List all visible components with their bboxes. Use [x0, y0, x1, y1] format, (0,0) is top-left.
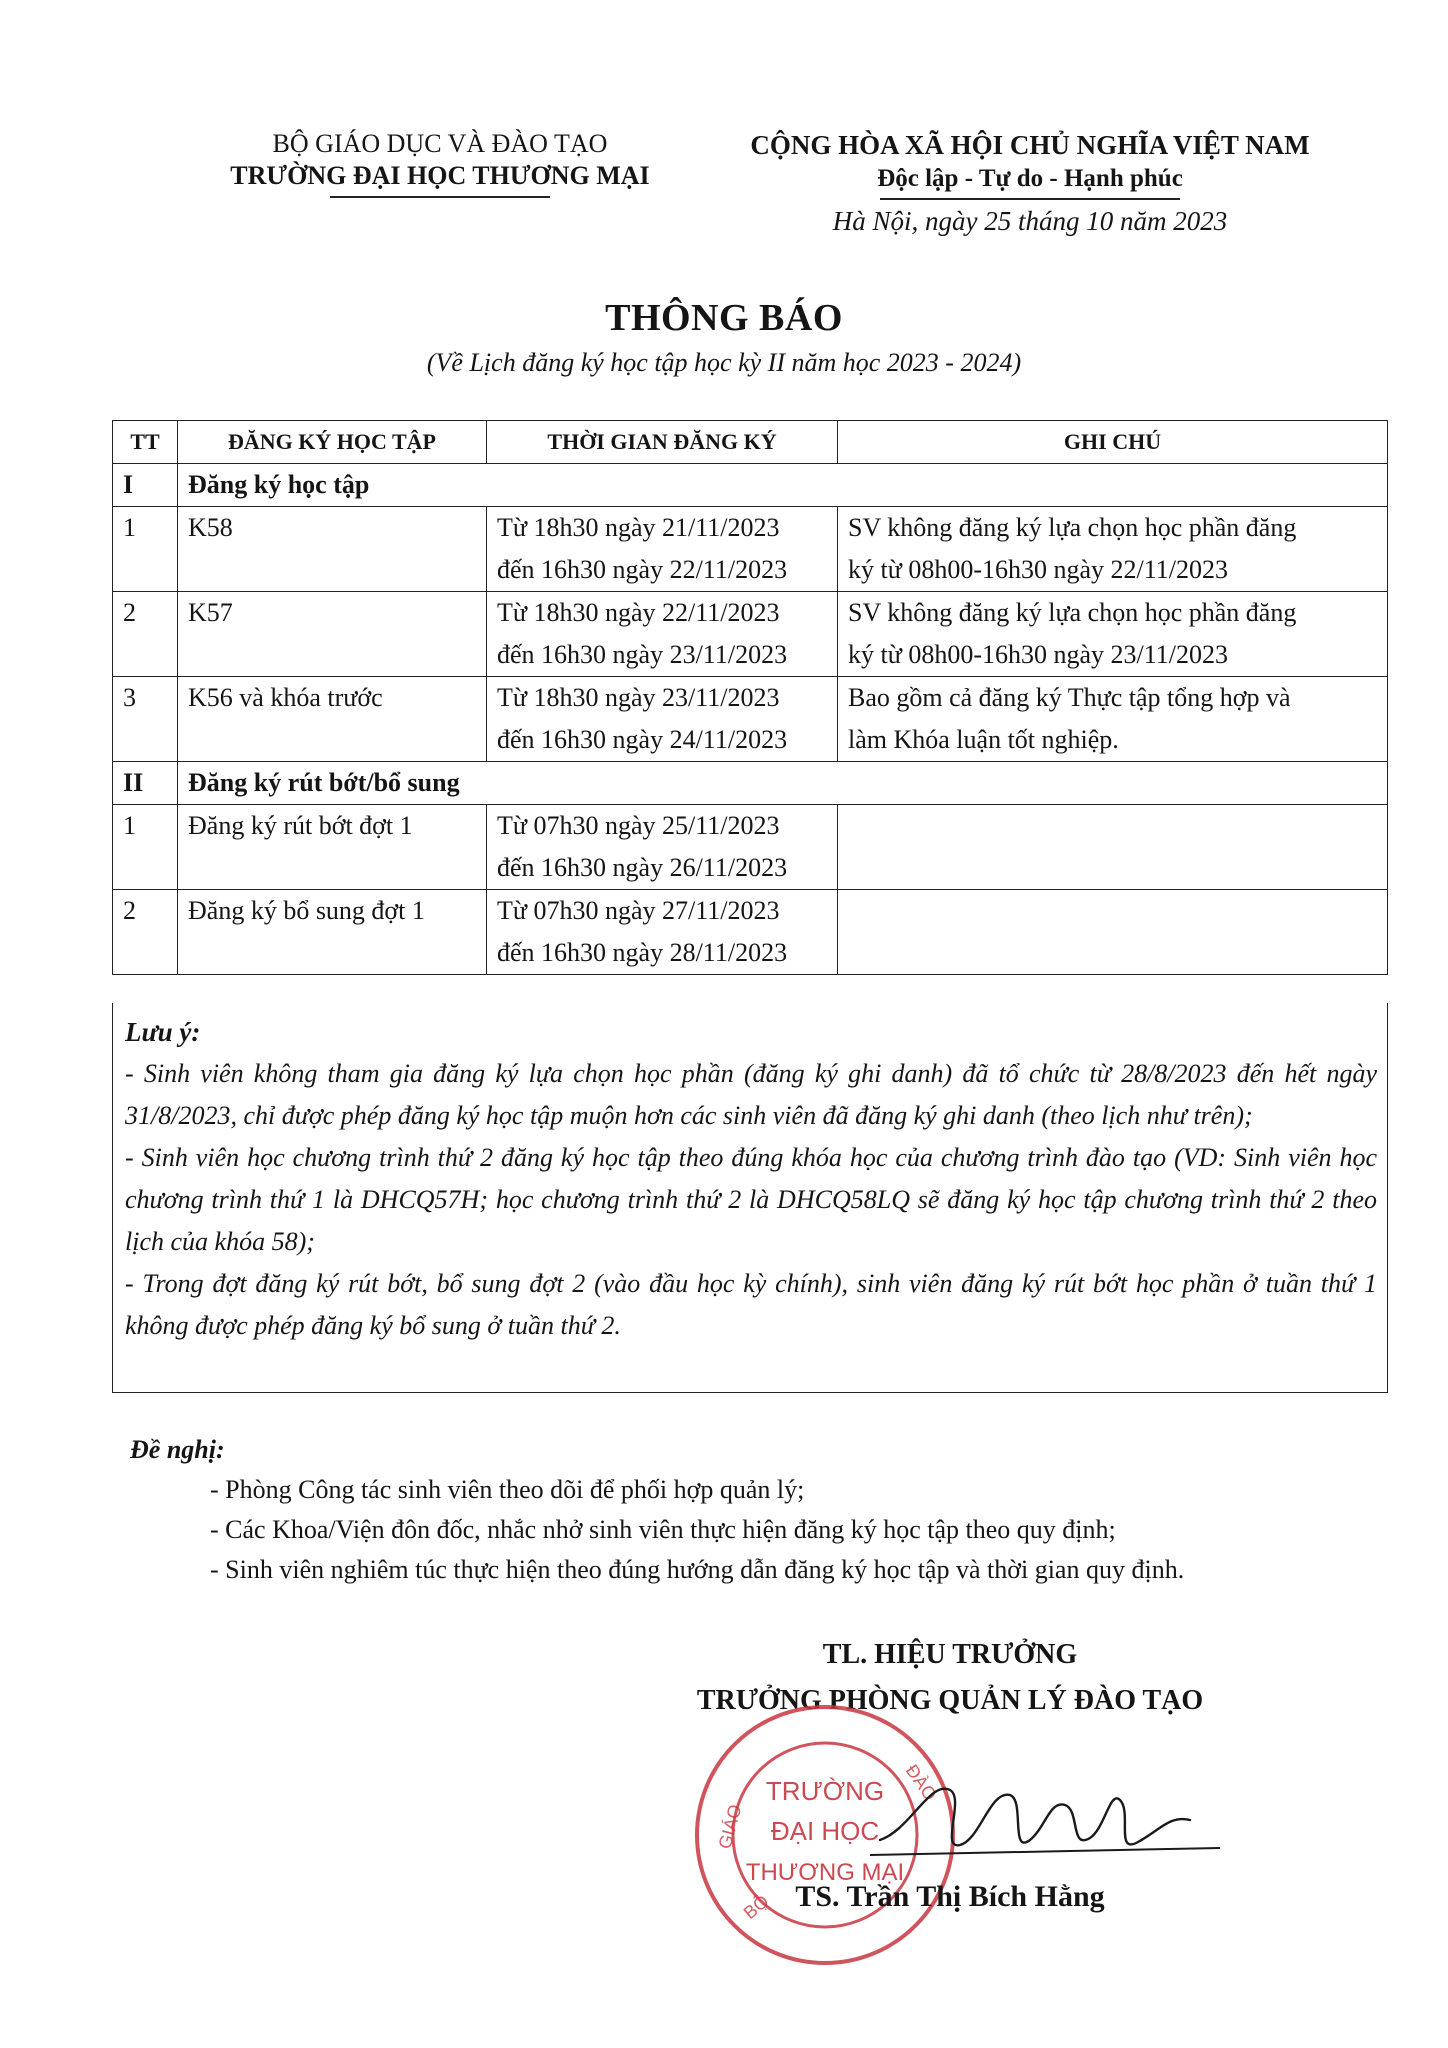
seal-text: THƯƠNG MẠI	[745, 1859, 905, 1886]
header-time: THỜI GIAN ĐĂNG KÝ	[487, 421, 838, 464]
svg-text:ĐÀO: ĐÀO	[901, 1760, 941, 1805]
document-title: THÔNG BÁO	[605, 297, 843, 339]
proposal-item: - Các Khoa/Viện đôn đốc, nhắc nhở sinh viên thực hiện đăng ký học tập theo quy định;	[210, 1515, 1116, 1544]
row-number: 1	[113, 507, 178, 592]
section-label: Đăng ký rút bớt/bổ sung	[178, 762, 1388, 805]
header-note: GHI CHÚ	[838, 421, 1388, 464]
signer-role-1: TL. HIỆU TRƯỞNG	[822, 1639, 1078, 1670]
note-line: làm Khóa luận tốt nghiệp.	[848, 725, 1119, 754]
signer-name: TS. Trần Thị Bích Hằng	[795, 1880, 1105, 1913]
motto-underline	[880, 198, 1180, 200]
document-subtitle: (Về Lịch đăng ký học tập học kỳ II năm học 2023 - 2024)	[426, 348, 1022, 377]
row-registration: K58	[178, 507, 487, 592]
row-number: 3	[113, 677, 178, 762]
issuer-header	[180, 128, 700, 198]
row-registration: K56 và khóa trước	[178, 677, 487, 762]
header-tt: TT	[113, 421, 178, 464]
time-start: Từ 18h30 ngày 23/11/2023	[497, 683, 780, 712]
row-note	[838, 890, 1388, 975]
proposal-section	[130, 1430, 1330, 1590]
table-row	[113, 805, 1388, 890]
note-item: - Sinh viên học chương trình thứ 2 đăng ký học tập theo đúng khóa học của chương trình đào tạo (VD: Sinh viên học chương trình thứ 1 là DHCQ57H; học chương trình thứ 2 là DHCQ58LQ sẽ đăng ký học tập chương trình thứ 2 theo lịch của khóa 58);	[125, 1143, 1377, 1256]
section-label: Đăng ký học tập	[178, 464, 1388, 507]
svg-text:BỘ: BỘ	[739, 1891, 773, 1924]
section-row	[113, 762, 1388, 805]
row-registration: Đăng ký bổ sung đợt 1	[178, 890, 487, 975]
row-time	[487, 677, 838, 762]
row-number: 2	[113, 592, 178, 677]
table-row	[113, 677, 1388, 762]
row-registration: Đăng ký rút bớt đợt 1	[178, 805, 487, 890]
handwritten-signature-icon	[870, 1760, 1230, 1880]
time-start: Từ 18h30 ngày 21/11/2023	[497, 513, 780, 542]
proposal-item: - Phòng Công tác sinh viên theo dõi để phối hợp quản lý;	[210, 1475, 805, 1504]
section-number: II	[113, 762, 178, 805]
time-start: Từ 18h30 ngày 22/11/2023	[497, 598, 780, 627]
university-name: TRƯỜNG ĐẠI HỌC THƯƠNG MẠI	[230, 161, 650, 190]
row-note	[838, 677, 1388, 762]
proposal-title: Đề nghị:	[130, 1435, 225, 1464]
registration-schedule-table	[112, 420, 1388, 975]
note-line: ký từ 08h00-16h30 ngày 22/11/2023	[848, 555, 1228, 584]
note-line: ký từ 08h00-16h30 ngày 23/11/2023	[848, 640, 1228, 669]
row-note	[838, 507, 1388, 592]
time-end: đến 16h30 ngày 26/11/2023	[497, 853, 788, 882]
row-note	[838, 592, 1388, 677]
section-number: I	[113, 464, 178, 507]
note-item: - Sinh viên không tham gia đăng ký lựa chọn học phần (đăng ký ghi danh) đã tổ chức từ 28/8/2023 đến hết ngày 31/8/2023, chỉ được phép đăng ký học tập muộn hơn các sinh viên đã đăng ký ghi danh (theo lịch như trên);	[125, 1059, 1377, 1130]
row-note	[838, 805, 1388, 890]
note-line: Bao gồm cả đăng ký Thực tập tổng hợp và	[848, 683, 1291, 712]
note-line: SV không đăng ký lựa chọn học phần đăng	[848, 513, 1297, 542]
table-row	[113, 592, 1388, 677]
row-registration: K57	[178, 592, 487, 677]
row-time	[487, 805, 838, 890]
signer-role-2: TRƯỞNG PHÒNG QUẢN LÝ ĐÀO TẠO	[696, 1685, 1204, 1716]
row-time	[487, 592, 838, 677]
header-underline	[330, 196, 550, 198]
motto: Độc lập - Tự do - Hạnh phúc	[877, 165, 1183, 192]
table-header-row	[113, 421, 1388, 464]
header-registration: ĐĂNG KÝ HỌC TẬP	[178, 421, 487, 464]
time-end: đến 16h30 ngày 23/11/2023	[497, 640, 788, 669]
national-header	[720, 128, 1340, 200]
row-time	[487, 507, 838, 592]
document-date: Hà Nội, ngày 25 tháng 10 năm 2023	[832, 206, 1228, 236]
notes-box	[112, 1003, 1388, 1393]
svg-text:GIÁO: GIÁO	[714, 1802, 746, 1852]
time-start: Từ 07h30 ngày 25/11/2023	[497, 811, 780, 840]
time-start: Từ 07h30 ngày 27/11/2023	[497, 896, 780, 925]
note-line: SV không đăng ký lựa chọn học phần đăng	[848, 598, 1297, 627]
row-number: 1	[113, 805, 178, 890]
row-number: 2	[113, 890, 178, 975]
country-name: CỘNG HÒA XÃ HỘI CHỦ NGHĨA VIỆT NAM	[750, 130, 1310, 160]
table-row	[113, 890, 1388, 975]
section-row	[113, 464, 1388, 507]
time-end: đến 16h30 ngày 28/11/2023	[497, 938, 788, 967]
proposal-item: - Sinh viên nghiêm túc thực hiện theo đúng hướng dẫn đăng ký học tập và thời gian quy định.	[210, 1555, 1185, 1584]
seal-text: ĐẠI HỌC	[770, 1816, 880, 1846]
time-end: đến 16h30 ngày 22/11/2023	[497, 555, 788, 584]
row-time	[487, 890, 838, 975]
table-row	[113, 507, 1388, 592]
note-item: - Trong đợt đăng ký rút bớt, bổ sung đợt 2 (vào đầu học kỳ chính), sinh viên đăng ký rút bớt học phần ở tuần thứ 1 không được phép đăng ký bổ sung ở tuần thứ 2.	[125, 1269, 1377, 1340]
time-end: đến 16h30 ngày 24/11/2023	[497, 725, 788, 754]
notes-title: Lưu ý:	[125, 1017, 201, 1047]
ministry-name: BỘ GIÁO DỤC VÀ ĐÀO TẠO	[272, 129, 608, 158]
seal-text: TRƯỜNG	[765, 1776, 885, 1806]
